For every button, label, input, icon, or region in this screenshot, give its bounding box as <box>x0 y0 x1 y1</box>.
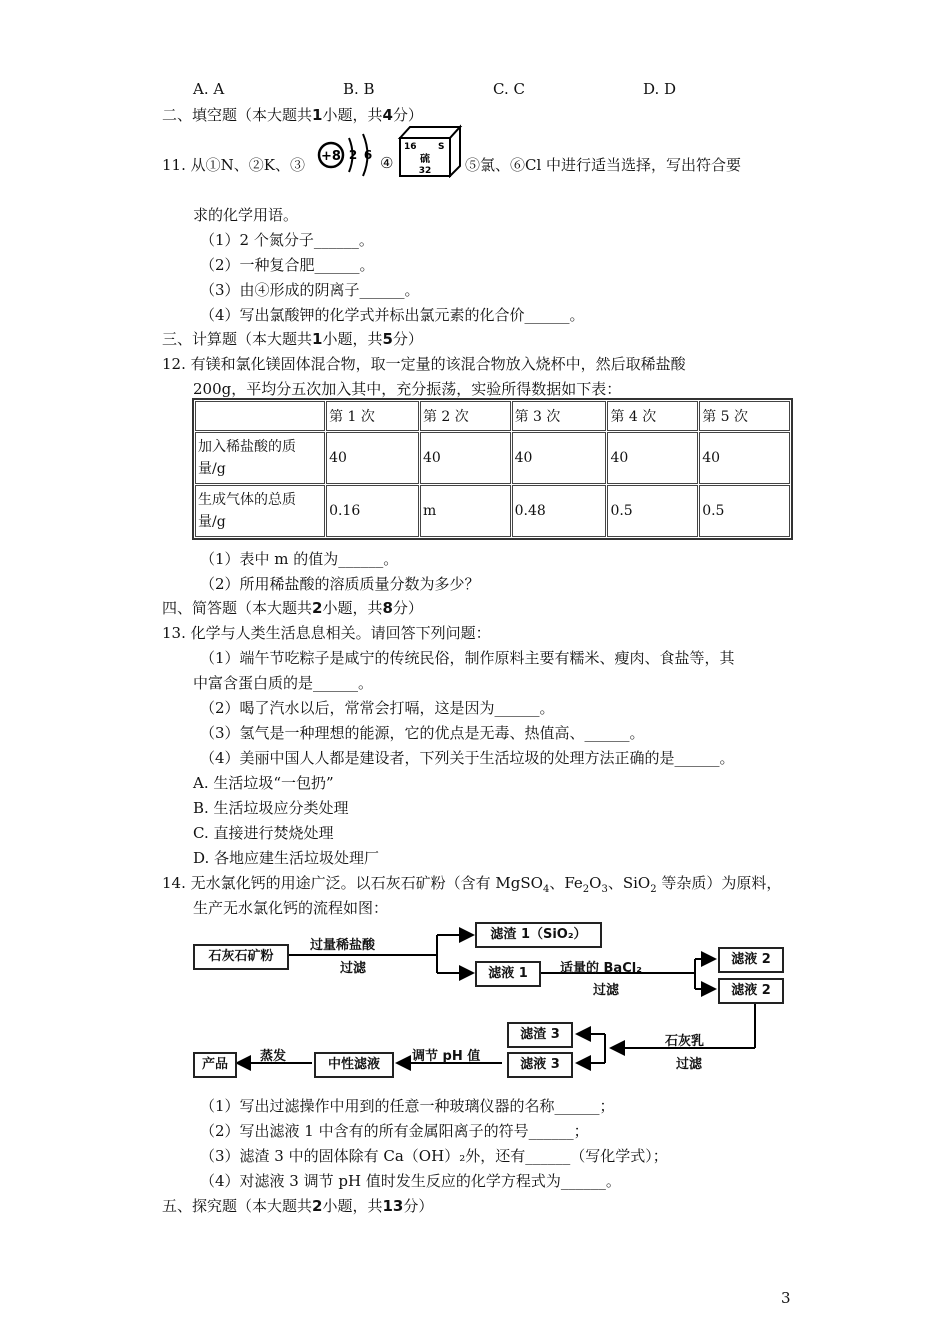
q11-sub-3: （3）由④形成的阴离子______。 <box>200 281 420 299</box>
q13-line-1: 13. 化学与人类生活息息相关。请回答下列问题： <box>162 624 491 642</box>
table-row <box>195 485 790 537</box>
table-header-cell: 第 3 次 <box>512 401 607 431</box>
table-cell: 40 <box>326 432 419 484</box>
table-cell: 0.16 <box>326 485 419 537</box>
q13-choice-c: C. 直接进行焚烧处理 <box>193 824 334 842</box>
table-header-cell: 第 4 次 <box>607 401 698 431</box>
q13-line: 中富含蛋白质的是______。 <box>193 674 374 692</box>
q12-line-2: 200g，平均分五次加入其中，充分振荡，实验所得数据如下表： <box>193 380 622 398</box>
table-cell: 40 <box>699 432 790 484</box>
option-c: C. C <box>493 80 525 98</box>
table-cell: m <box>420 485 511 537</box>
svg-text:6: 6 <box>363 148 373 162</box>
section-5-heading: 五、探究题（本大题共2小题，共13分） <box>162 1197 434 1215</box>
q14-sub-4: （4）对滤液 3 调节 pH 值时发生反应的化学方程式为______。 <box>200 1172 621 1190</box>
table-header-cell: 第 1 次 <box>326 401 419 431</box>
svg-text:2: 2 <box>348 148 358 162</box>
q14-sub-2: （2）写出滤液 1 中含有的所有金属阳离子的符号______； <box>200 1122 589 1140</box>
flow-label-step3-top: 石灰乳 <box>665 1034 705 1049</box>
flow-box-filtrate3: 滤液 3 <box>507 1052 573 1078</box>
svg-text:32: 32 <box>418 166 432 176</box>
table-header-cell <box>195 401 325 431</box>
flow-label-step3-bottom: 过滤 <box>676 1057 703 1072</box>
flow-label-step2-bottom: 过滤 <box>593 983 620 998</box>
flow-box-right-2: 滤液 2 <box>718 978 784 1004</box>
option-d: D. D <box>643 80 677 98</box>
q13-line: （4）美丽中国人人都是建设者，下列关于生活垃圾的处理方法正确的是______。 <box>200 749 735 767</box>
table-cell: 40 <box>420 432 511 484</box>
q11-sub-4: （4）写出氯酸钾的化学式并标出氯元素的化合价______。 <box>200 306 585 324</box>
flow-box-filtrate1: 滤液 1 <box>475 961 541 987</box>
flow-box-residue3: 滤渣 3 <box>507 1022 573 1048</box>
section-4-heading: 四、简答题（本大题共2小题，共8分） <box>162 599 423 617</box>
q11-sub-2: （2）一种复合肥______。 <box>200 256 375 274</box>
q11-text-a: 11. 从①N、②K、③ <box>162 156 305 174</box>
q13-line: （3）氢气是一种理想的能源，它的优点是无毒、热值高、______。 <box>200 724 645 742</box>
table-cell: 生成气体的总质量/g <box>195 485 325 537</box>
svg-text:+8: +8 <box>321 149 341 164</box>
section-2-heading: 二、填空题（本大题共1小题，共4分） <box>162 106 423 124</box>
q13-line: （1）端午节吃粽子是咸宁的传统民俗，制作原料主要有糯米、瘦肉、食盐等，其 <box>200 649 735 667</box>
table-cell: 加入稀盐酸的质量/g <box>195 432 325 484</box>
svg-text:16: 16 <box>404 142 417 152</box>
section-3-heading: 三、计算题（本大题共1小题，共5分） <box>162 330 423 348</box>
q11-text-b: ④ <box>380 154 394 172</box>
q13-choice-a: A. 生活垃圾“一包扔” <box>193 774 334 792</box>
option-b: B. B <box>343 80 375 98</box>
table-header-cell: 第 5 次 <box>699 401 790 431</box>
periodic-cell-sulfur <box>396 124 464 178</box>
q14-line-1: 14. 无水氯化钙的用途广泛。以石灰石矿粉（含有 MgSO$_4$、$Fe_2O_3$、SiO$_2$ 等杂质）为原料， <box>162 874 782 895</box>
svg-text:硫: 硫 <box>420 154 430 165</box>
page-number: 3 <box>781 1289 791 1307</box>
q12-sub-1: （1）表中 m 的值为______。 <box>200 550 399 568</box>
flow-label-step4: 调节 pH 值 <box>412 1049 481 1064</box>
table-cell: 40 <box>607 432 698 484</box>
table-cell: 0.48 <box>512 485 607 537</box>
flow-box-product: 产品 <box>193 1052 237 1078</box>
q14-sub-3: （3）滤渣 3 中的固体除有 Ca（OH）₂外，还有______（写化学式）； <box>200 1147 668 1165</box>
q12-sub-2: （2）所用稀盐酸的溶质质量分数为多少？ <box>200 575 480 593</box>
q11-text-c: ⑤氯、⑥Cl 中进行适当选择，写出符合要 <box>465 156 742 174</box>
flow-box-residue1: 滤渣 1（SiO₂） <box>475 922 602 948</box>
q12-line-1: 12. 有镁和氯化镁固体混合物，取一定量的该混合物放入烧杯中，然后取稀盐酸 <box>162 355 686 373</box>
svg-text:S: S <box>438 142 445 152</box>
flow-label-step1-bottom: 过滤 <box>340 961 367 976</box>
table-cell: 0.5 <box>699 485 790 537</box>
table-header-cell: 第 2 次 <box>420 401 511 431</box>
table-row <box>195 432 790 484</box>
option-a: A. A <box>193 80 225 98</box>
flow-box-start: 石灰石矿粉 <box>193 944 289 970</box>
table-header-row <box>195 401 790 431</box>
q14-sub-1: （1）写出过滤操作中用到的任意一种玻璃仪器的名称______； <box>200 1097 615 1115</box>
q13-choice-b: B. 生活垃圾应分类处理 <box>193 799 349 817</box>
oxygen-atom-diagram <box>316 128 380 180</box>
table-cell: 0.5 <box>607 485 698 537</box>
flow-label-step2-top: 适量的 BaCl₂ <box>560 961 642 976</box>
q13-choice-d: D. 各地应建生活垃圾处理厂 <box>193 849 380 867</box>
q14-line-2: 生产无水氯化钙的流程如图： <box>193 899 389 917</box>
flow-label-step5: 蒸发 <box>260 1049 287 1064</box>
flow-label-step1-top: 过量稀盐酸 <box>310 938 376 953</box>
q12-data-table <box>192 398 793 540</box>
q13-line: （2）喝了汽水以后，常常会打嗝，这是因为______。 <box>200 699 555 717</box>
flow-box-neutral: 中性滤液 <box>314 1052 394 1078</box>
flow-box-right-1: 滤液 2 <box>718 947 784 973</box>
q11-sub-1: （1）2 个氮分子______。 <box>200 231 374 249</box>
q11-text-d: 求的化学用语。 <box>193 206 299 224</box>
table-cell: 40 <box>512 432 607 484</box>
